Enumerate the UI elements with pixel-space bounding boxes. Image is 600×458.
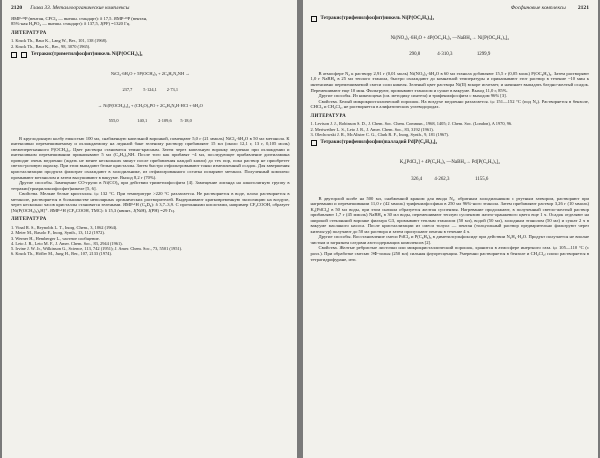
reaction-equation (311, 25, 590, 69)
section-title (11, 52, 290, 58)
checkbox-marker-icon (311, 16, 317, 22)
section-title (311, 16, 590, 22)
body-paragraph: Свойства. Мелкие белые кристаллы. tₚₗ 132 °C. При температуре >220 °C разлагается. Не растворяется в воде, плохо растворяется в метаноле, растворяется в большинстве неполярных органических растворителей. Выдерживают кратковременную экспозицию на воздухе, через несколько часов кристаллы становятся зелеными. ЯМР-¹H (C₆D₆): δ 3,7–3,9. С протонными кислотами, например CF₃COOH, образует [Ni(P(OCH₃)₃)₄H]⁺. ЯМР-¹H (CF₃COOH, TMC): δ 15,3 (квинт., J(NiH), J(PH) =29 Гц. (11, 191, 290, 213)
body-paragraph: Другие способы. Восстановление смеси PdCl₂ и P(C₆H₅)₃ в диметилсульфоксиде при действии N₂H₄·H₂O. Продукт получается не вполне чистым и загрязнен следами азотсодержащих комплексов [2]. (310, 234, 589, 245)
left-page (2, 0, 297, 458)
page-header (11, 6, 290, 12)
reference-list (311, 121, 590, 137)
text-line: 85%-ная H₃PO₄ — внешн. стандарт): δ 137,5, J(PF) =1320 Гц. (11, 21, 131, 27)
reference-item: 3. Olechowski J. R., McAlister C. G., Clark R. F., Inorg. Synth., 9, 181 (1967). (310, 131, 449, 137)
body-paragraph: В двугорлой колбе на 500 мл, снабженной краном для ввода N₂, обратным холодильником с ртутным затвором, растворяют при нагревании и перемешивании 11,0 г (42 ммоль) трифенилфосфина в 250 мл 96%-ного этанола. Затем прибавляют раствор 3,26 г (10 ммоль) K₂[PdCl₄] в 50 мл воды, при этом сначала образуется желтая суспензия. Нагревание продолжают, в полученный светло-желтый раствор прибавляют 1,7 г (45 ммоль) NaBH₄ в 30 мл воды, перемешивают теплую суспензию желто-оранжевого цвета еще 1 ч. Осадок отделяют на широкой стеклянной воронке фильтра G3, промывают теплым этанолом (50 мл), водой (50 мл), холодным этанолом (50 мл) и сушат 2 ч в вакууме масляного насоса. После кристаллизации из смеси толуол — пентан (тольуольный раствор предварительно фильтруют через кизельгур) получают до 50 мл раствора и затем пропускают пентан в течение 4 ч. (310, 195, 589, 234)
equation-line: Ni(NO₃)₂·6H₂O + 4P(OC₆H₅)₃ —NaBH₄→ Ni[P(OC₆H₅)₃]₄ (390, 35, 509, 41)
section-title-text: Тетракис(триметилфосфит)никель Ni[P(OCH₃)₃]₄ (31, 52, 143, 58)
page-number: 2121 (577, 5, 589, 11)
body-paragraph: В атмосфере N₂ к раствору 2,91 г (0,01 моль) Ni(NO₃)₂·6H₂O в 60 мл этанола добавляют 15,5 г (0,05 моль) P(OC₆H₅)₃. Затем растворяют 1,0 г NaBH₄ в 25 мл теплого этанола, быстро охлаждают до комнатной температуры и прикапывают этот раствор в течение ~10 мин к интенсивно перемешиваемой смеси соли никеля. Зеленый цвет раствора Ni(II) вскоре исчезает, и начинает выпадать бледно-желтый осадок. Перемешивают еще 10 мин. Фильтруют, промывают этанолом и сушат в вакууме. Выход 11,0 г, 85%. (310, 70, 589, 93)
page-number: 2120 (11, 5, 23, 11)
body-paragraph: Свойства. Белый микрокристаллический порошок. На воздухе медленно разлагается. tₚₗ 151—152 °C (под N₂). Растворяется в бензоле, CHCl₃ и CH₂Cl₂, не растворяется в алифатических углеводородах. (310, 98, 589, 110)
reaction-equation (311, 149, 590, 193)
running-head: Фосфиновые комплексы (510, 5, 566, 11)
equation-line: 326,4 4·262,3 1155,6 (411, 176, 489, 182)
reference-list (11, 38, 290, 49)
checkbox-marker-icon (311, 140, 317, 146)
body-paragraph: В круглодонную колбу емкостью 100 мл, снабженную капельной воронкой, помещают 5,0 г (21 ммоль) NiCl₂·6H₂O в 50 мл метанола. К интенсивно перемешиваемому и охлаждаемому на ледяной бане зеленому раствору прибавляют 15 мл (около 12,1 г, 13 г, 0,105 моль) свежеперегнанного P(OCH₃)₃. Цвет раствора становится темно-красным. Затем через капельную воронку медленно при охлаждении и интенсивном перемешивании прикапывают 5 мл (C₂H₅)₃NH. После того как прибавят ~4 мл, последующее прибавление диэтиламина проводят очень медленно (ждать не менее нескольких минут после прибавления каждой капли) до тех пор, пока раствор не приобретет светло-розовую окраску. При этом выпадают белые кристаллы. Затем быстро отфильтровывают тонко измельченный осадок. Для завершения кристаллизации продукта фильтрат охлаждают в холодильнике, из отфильтрованного остатка испаряют метанол. Полученный комплекс промывают метанолом и затем высушивают в вакууме. Выход 8,2 г (70%). (11, 135, 290, 180)
equation-line: → Ni[P(OCH₃)₃]₄ + (CH₃O)₃PO + 2C₆H₅N₂H·HCl + 6H₂O (97, 102, 203, 108)
running-head: Глава 33. Металлоорганические комплексы (30, 5, 130, 11)
continued-text (11, 16, 290, 27)
section-title-text: Тетракис(трифенилфосфит)никель Ni[P(OC₆H₅)₃]₄ (320, 15, 434, 21)
section-title (311, 140, 590, 146)
reference-item: 4. Leto J. R., Leto M. F., J. Amer. Chem. Soc., 83, 2944 (1961). (11, 240, 123, 246)
equation-line: NiCl₂·6H₂O + 5P(OCH₃)₃ + 2C₆H₅N₂NH → (110, 71, 190, 77)
reference-item: 1. Vinal R. S., Reynolds L. T., Inorg. Chem., 3, 1062 (1964). (11, 224, 118, 230)
reference-item: 2. Meriwether L. S., Leto J. R., J. Amer. Chem. Soc., 83, 3192 (1961). (310, 126, 434, 132)
reference-item: 2. Kruck Th., Baur K., Ber., 98, 3070 (1965). (11, 43, 91, 49)
section-title-text: Тетракис(трифенилфосфин)палладий Pd[P(C₆H₅)₃]₄ (320, 140, 437, 146)
equation-line: 290,8 4·310,3 1299,9 (409, 52, 491, 58)
body-paragraph: Свойства. Желтые ребристые листочки или микрокристаллический порошок, хранится в атмосфере инертного газа. tₚₗ 105—110 °C (с разл.). При обработке смесью ЭФ-зольы (250 мл) сильная флуоресценция. Умеренно растворяется в бензоле и CH₂Cl₂; плохо растворяется в тетрагидрофуране, итп. (310, 245, 589, 262)
page-header (311, 6, 590, 12)
body-paragraph: Другие способы. Замещение CO-групп в Ni(CO)₄ при действии триметилфосфита [4]. Замещение лиганда на алкоголятную группу в тетракис(триарилоксифосфит)никеле [5, 6]. (11, 180, 290, 191)
right-page (303, 0, 599, 458)
reference-item: 2. Meier M., Basolo F., Inorg. Synth., 13, 112 (1972). (11, 230, 105, 236)
checkbox-marker-icon (21, 52, 27, 58)
body-paragraph: Другие способы. Из никелоцена (см. методику синтеза) и трифенилфосфита с выходом 96% [3]. (318, 93, 507, 99)
reference-item: 5. Irvine J. W. Jr., Wilkinson G., Science, 113, 742 (1951); J. Amer. Chem. Soc., 73, 5501 (1951). (11, 246, 183, 252)
literature-heading: ЛИТЕРАТУРА (11, 30, 47, 36)
equation-line: K₂[PdCl₄] + 4P(C₆H₅)₃ —NaBH₄→ Pd[P(C₆H₅)₃]₄ (399, 160, 500, 166)
checkbox-marker-icon (11, 52, 17, 58)
reference-item: 3. Werner H., Hemberger L., частное сообщение. (11, 235, 100, 241)
literature-heading: ЛИТЕРАТУРА (11, 217, 47, 223)
reference-item: 6. Kruck Th., Höfler M., Jung H., Ber., 107, 2133 (1974). (11, 251, 113, 257)
reference-list (11, 225, 290, 257)
equation-line: 555,0 140,1 2·109,6 5·18,0 (108, 118, 192, 124)
reference-item: 1. Levison J. J., Robinson S. D., J. Chem. Soc. Chem. Commun., 1968, 1405; J. Chem. Soc. (London), A 1970, 96. (310, 121, 513, 127)
text-line: ЯМР-³¹P (вентан, CFCl₃ — внешн. стандарт): δ 17,5. ЯМР-³¹P (вентан, (11, 15, 148, 21)
equation-line: 237,7 5·124,1 2·73,1 (122, 86, 179, 92)
literature-heading: ЛИТЕРАТУРА (310, 113, 347, 119)
reaction-equation (11, 61, 290, 134)
reference-item: 1. Kruck Th., Baur K., Lang W., Ber., 101, 138 (1968). (11, 38, 108, 44)
